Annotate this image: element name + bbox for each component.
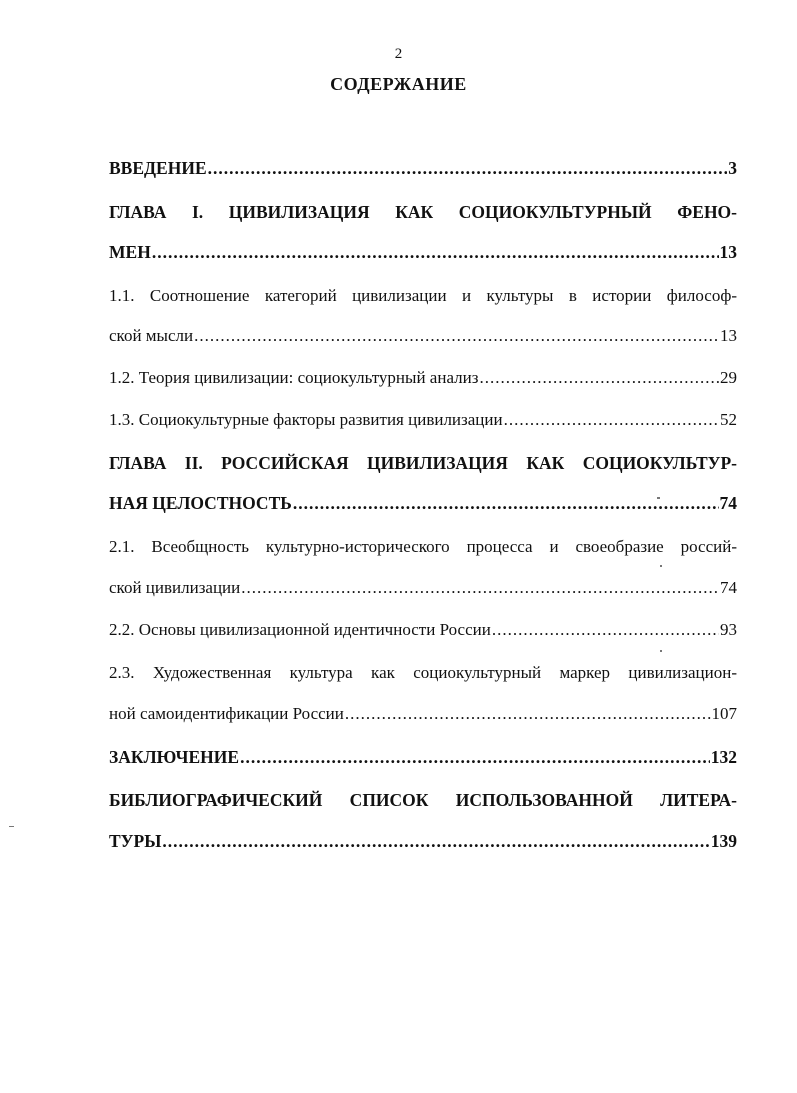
toc-entry-text: ВВЕДЕНИЕ xyxy=(109,158,207,178)
toc-entry-text: 1.3. Социокультурные факторы развития цивилизации xyxy=(109,410,503,429)
page-number: 2 xyxy=(394,46,403,62)
scan-artifact xyxy=(660,650,662,652)
toc-entry-chapter-2-line-2[interactable] xyxy=(109,491,737,515)
dot-leader xyxy=(479,366,719,390)
toc-entry-text: МЕН xyxy=(109,242,151,262)
toc-page-ref: 29 xyxy=(720,368,737,387)
toc-entry-section-2-1-line-2[interactable] xyxy=(109,576,737,600)
toc-entry-text: ной самоидентификации России xyxy=(109,704,344,723)
toc-entry-section-1-3[interactable] xyxy=(109,408,737,432)
dot-leader xyxy=(504,408,719,432)
dot-leader xyxy=(208,156,728,180)
toc-entry-conclusion[interactable] xyxy=(109,745,737,769)
toc-page-ref: 139 xyxy=(710,831,737,851)
toc-entry-section-2-1-line-1[interactable]: 2.1. Всеобщность культурно-исторического процесса и своеобразие россий- xyxy=(109,537,737,556)
scan-artifact xyxy=(657,497,660,499)
toc-entry-text: ЗАКЛЮЧЕНИЕ xyxy=(109,747,240,767)
toc-entry-text: ТУРЫ xyxy=(109,831,162,851)
toc-entry-introduction[interactable] xyxy=(109,156,737,180)
toc-entry-section-1-1-line-2[interactable] xyxy=(109,324,737,348)
dot-leader xyxy=(194,324,719,348)
toc-page-ref: 132 xyxy=(710,747,737,767)
toc-entry-section-2-2[interactable] xyxy=(109,618,737,642)
toc-entry-section-1-2[interactable] xyxy=(109,366,737,390)
toc-entry-bibliography-line-2[interactable] xyxy=(109,829,737,853)
dot-leader xyxy=(293,491,719,515)
toc-entry-chapter-1-line-1[interactable]: ГЛАВА I. ЦИВИЛИЗАЦИЯ КАК СОЦИОКУЛЬТУРНЫЙ ФЕНО- xyxy=(109,202,737,222)
toc-page-ref: 13 xyxy=(720,326,737,345)
toc-page-ref: 74 xyxy=(720,578,737,597)
dot-leader xyxy=(152,240,719,264)
toc-entry-text: ской цивилизации xyxy=(109,578,241,597)
toc-title: СОДЕРЖАНИЕ xyxy=(330,74,467,94)
scan-artifact xyxy=(9,826,14,827)
toc-page-ref: 74 xyxy=(719,493,737,513)
toc-page-ref: 107 xyxy=(711,704,737,723)
toc-entry-text: ской мысли xyxy=(109,326,194,345)
toc-entry-section-1-1-line-1[interactable]: 1.1. Соотношение категорий цивилизации и культуры в истории философ- xyxy=(109,286,737,305)
toc-entry-text: 2.2. Основы цивилизационной идентичности России xyxy=(109,620,491,639)
toc-entry-chapter-1-line-2[interactable] xyxy=(109,240,737,264)
toc-page-ref: 13 xyxy=(719,242,737,262)
toc-entry-section-2-3-line-2[interactable] xyxy=(109,702,737,726)
dot-leader xyxy=(240,745,710,769)
toc-page-ref: 93 xyxy=(720,620,737,639)
dot-leader xyxy=(162,829,709,853)
toc-entry-chapter-2-line-1[interactable]: ГЛАВА II. РОССИЙСКАЯ ЦИВИЛИЗАЦИЯ КАК СОЦИОКУЛЬТУР- xyxy=(109,453,737,473)
toc-entry-text: 1.2. Теория цивилизации: социокультурный анализ xyxy=(109,368,479,387)
toc-entry-section-2-3-line-1[interactable]: 2.3. Художественная культура как социокультурный маркер цивилизацион- xyxy=(109,663,737,682)
toc-page-ref: 3 xyxy=(728,158,737,178)
toc-page-ref: 52 xyxy=(720,410,737,429)
dot-leader xyxy=(241,576,719,600)
scan-artifact xyxy=(660,565,662,567)
toc-entry-bibliography-line-1[interactable]: БИБЛИОГРАФИЧЕСКИЙ СПИСОК ИСПОЛЬЗОВАННОЙ ЛИТЕРА- xyxy=(109,790,737,810)
dot-leader xyxy=(345,702,711,726)
toc-entry-text: НАЯ ЦЕЛОСТНОСТЬ xyxy=(109,493,292,513)
dot-leader xyxy=(492,618,719,642)
